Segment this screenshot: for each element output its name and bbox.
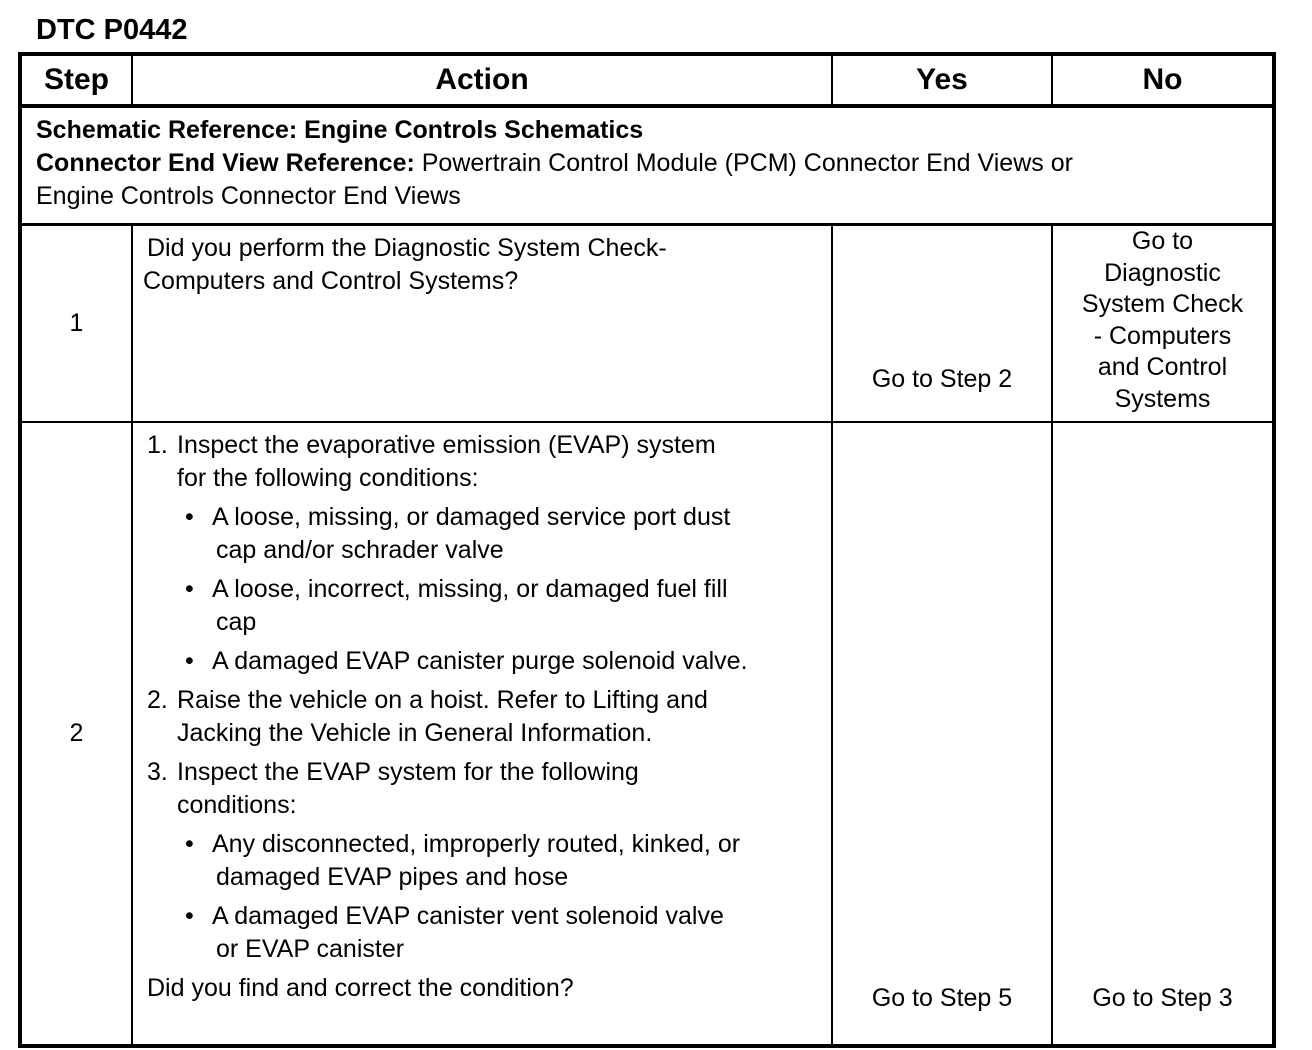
bullet-item: • A damaged EVAP canister vent solenoid valve or EVAP canister [185, 901, 724, 963]
connector-reference-label: Connector End View Reference: [36, 149, 415, 177]
step-question-line: Computers and Control Systems? [143, 267, 519, 295]
page-title: DTC P0442 [36, 14, 188, 46]
yes-result: Go to Step 2 [832, 225, 1052, 422]
header-row [20, 54, 1274, 106]
numbered-item: 1. Inspect the evaporative emission (EVAP) system for the following conditions: [147, 430, 716, 492]
connector-reference-continued: Engine Controls Connector End Views [36, 182, 461, 210]
header-step: Step [20, 54, 132, 106]
header-action: Action [132, 54, 832, 106]
header-yes: Yes [832, 54, 1052, 106]
connector-reference-text: Powertrain Control Module (PCM) Connector End Views or [414, 149, 1073, 177]
step-number: 1 [20, 225, 132, 422]
bullet-item: • Any disconnected, improperly routed, kinked, or damaged EVAP pipes and hose [185, 829, 741, 891]
no-result: Go to Step 3 [1052, 422, 1274, 1046]
diagnostic-table [18, 52, 1276, 1048]
no-result: Go to Diagnostic System Check - Computers and Control Systems [1052, 225, 1274, 422]
table-row [20, 225, 1274, 422]
step-question-line: Did you perform the Diagnostic System Check- [147, 234, 667, 262]
yes-result: Go to Step 5 [832, 422, 1052, 1046]
reference-row [20, 106, 1274, 225]
bullet-item: • A loose, missing, or damaged service port dust cap and/or schrader valve [185, 502, 731, 564]
schematic-reference: Schematic Reference: Engine Controls Schematics [36, 116, 644, 144]
bullet-item: • A damaged EVAP canister purge solenoid valve. [185, 646, 748, 675]
step-action [132, 225, 832, 422]
connector-reference [36, 147, 1258, 180]
step-question: Did you find and correct the condition? [147, 973, 574, 1002]
table-row [20, 422, 1274, 1046]
bullet-item: • A loose, incorrect, missing, or damaged fuel fill cap [185, 574, 728, 636]
reference-cell [20, 106, 1274, 225]
step-action [132, 422, 832, 1046]
numbered-item: 3. Inspect the EVAP system for the following conditions: [147, 757, 639, 819]
step-number: 2 [20, 422, 132, 1046]
header-no: No [1052, 54, 1274, 106]
numbered-item: 2. Raise the vehicle on a hoist. Refer to Lifting and Jacking the Vehicle in General Information. [147, 685, 708, 747]
